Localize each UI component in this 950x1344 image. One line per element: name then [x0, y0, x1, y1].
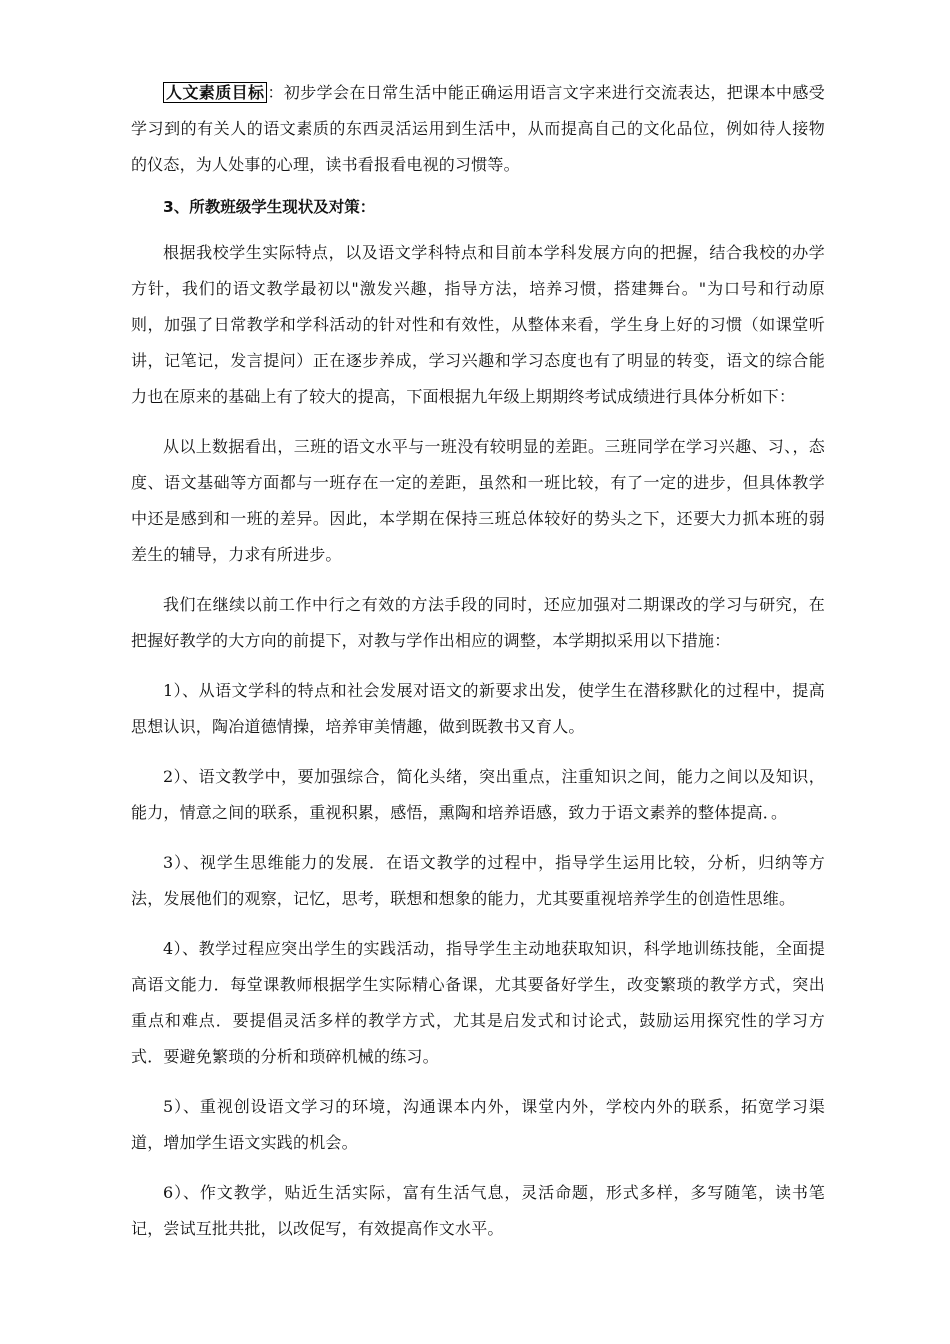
humanities-goal-paragraph [131, 75, 825, 183]
measure-3-paragraph: 3）、视学生思维能力的发展．在语文教学的过程中，指导学生运用比较，分析，归纳等方法，发展他们的观察，记忆，思考，联想和想象的能力，尤其要重视培养学生的创造性思维。 [131, 853, 825, 908]
measure-1-paragraph: 1）、从语文学科的特点和社会发展对语文的新要求出发，使学生在潜移默化的过程中，提高思想认识，陶冶道德情操，培养审美情趣，做到既教书又育人。 [131, 681, 825, 736]
humanities-goal-label: 人文素质目标 [163, 82, 267, 103]
measure-6-paragraph: 6）、作文教学，贴近生活实际，富有生活气息，灵活命题，形式多样，多写随笔，读书笔记，尝试互批共批，以改促写，有效提高作文水平。 [131, 1183, 825, 1238]
measure-5-paragraph: 5）、重视创设语文学习的环境，沟通课本内外，课堂内外，学校内外的联系，拓宽学习渠道，增加学生语文实践的机会。 [131, 1097, 825, 1152]
humanities-goal-text: ：初步学会在日常生活中能正确运用语言文字来进行交流表达，把课本中感受学习到的有关人的语文素质的东西灵活运用到生活中，从而提高自己的文化品位，例如待人接物的仪态，为人处事的心理，读书看报看电视的习惯等。 [131, 83, 825, 174]
status-paragraph: 根据我校学生实际特点，以及语文学科特点和目前本学科发展方向的把握，结合我校的办学方针，我们的语文教学最初以"激发兴趣，指导方法，培养习惯，搭建舞台。"为口号和行动原则，加强了日常教学和学科活动的针对性和有效性，从整体来看，学生身上好的习惯（如课堂听讲，记笔记，发言提问）正在逐步养成，学习兴趣和学习态度也有了明显的转变，语文的综合能力也在原来的基础上有了较大的提高，下面根据九年级上期期终考试成绩进行具体分析如下： [131, 243, 825, 406]
measure-4-paragraph: 4）、教学过程应突出学生的实践活动，指导学生主动地获取知识，科学地训练技能，全面提高语文能力．每堂课教师根据学生实际精心备课，尤其要备好学生，改变繁琐的教学方式，突出重点和难点．要提倡灵活多样的教学方式，尤其是启发式和讨论式，鼓励运用探究性的学习方式．要避免繁琐的分析和琐碎机械的练习。 [131, 939, 825, 1066]
measure-2-paragraph: 2）、语文教学中，要加强综合，简化头绪，突出重点，注重知识之间，能力之间以及知识，能力，情意之间的联系，重视积累，感悟，熏陶和培养语感，致力于语文素养的整体提高．。 [131, 767, 825, 822]
analysis-paragraph: 从以上数据看出，三班的语文水平与一班没有较明显的差距。三班同学在学习兴趣、习、，态度、语文基础等方面都与一班存在一定的差距，虽然和一班比较，有了一定的进步，但具体教学中还是感到和一班的差异。因此，本学期在保持三班总体较好的势头之下，还要大力抓本班的弱差生的辅导，力求有所进步。 [131, 437, 825, 564]
section-3-heading: 3、所教班级学生现状及对策： [163, 198, 376, 216]
measures-intro-paragraph: 我们在继续以前工作中行之有效的方法手段的同时，还应加强对二期课改的学习与研究，在把握好教学的大方向的前提下，对教与学作出相应的调整，本学期拟采用以下措施： [131, 595, 825, 650]
